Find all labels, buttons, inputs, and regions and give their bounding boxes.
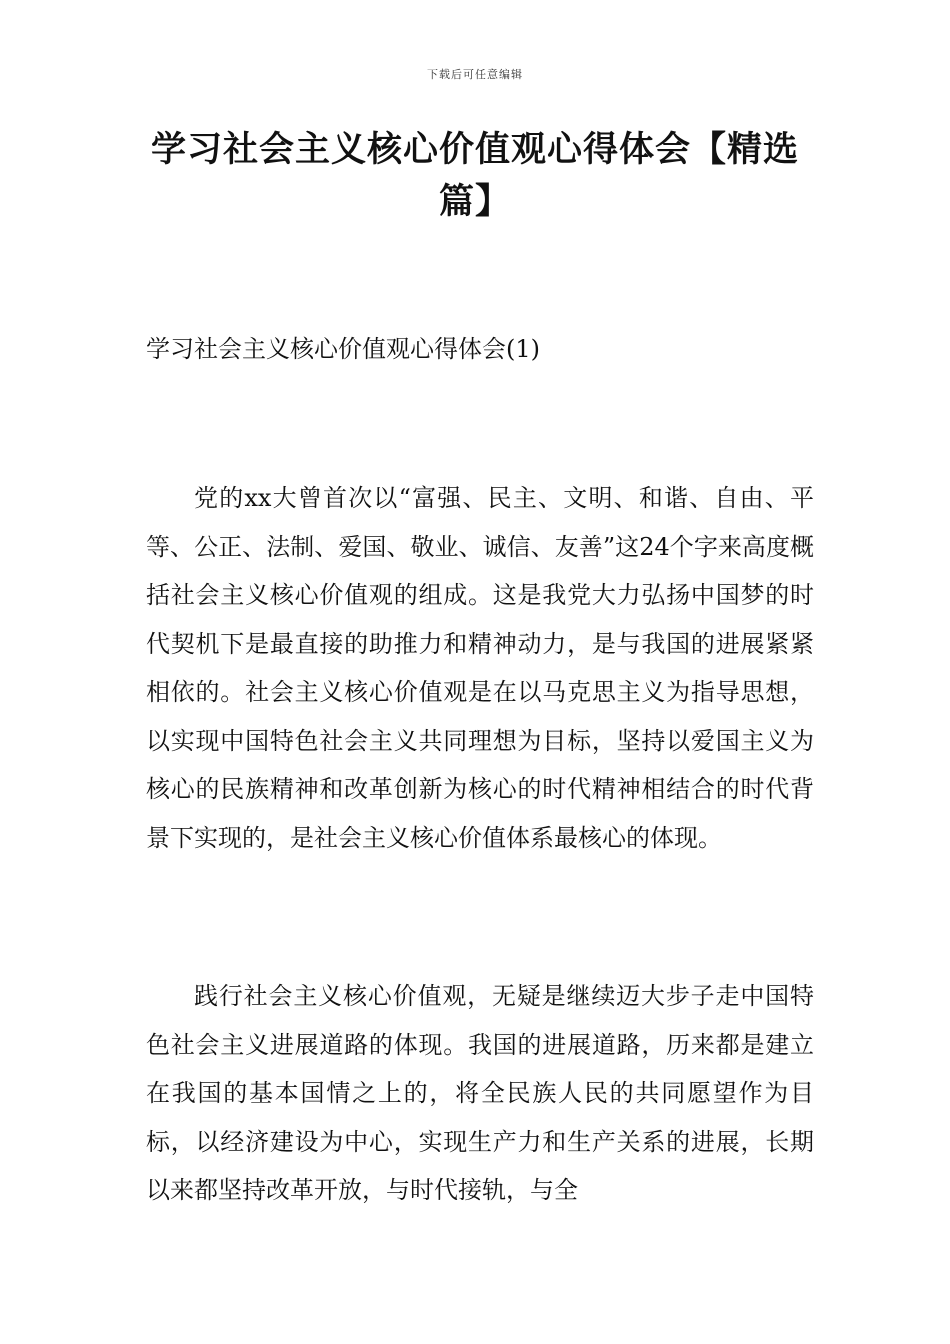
- header-note: 下载后可任意编辑: [427, 68, 523, 81]
- body-paragraph-1: 党的xx大曾首次以“富强、民主、文明、和谐、自由、平等、公正、法制、爱国、敬业、诚信、友善”这24个字来高度概括社会主义核心价值观的组成。这是我党大力弘扬中国梦的时代契机下是最直接的助推力和精神动力，是与我国的进展紧紧相依的。社会主义核心价值观是在以马克思主义为指导思想，以实现中国特色社会主义共同理想为目标，坚持以爱国主义为核心的民族精神和改革创新为核心的时代精神相结合的时代背景下实现的，是社会主义核心价值体系最核心的体现。: [146, 484, 814, 852]
- section-heading: 学习社会主义核心价值观心得体会(1): [146, 335, 540, 363]
- document-title: 学习社会主义核心价值观心得体会【精选篇】: [150, 130, 799, 222]
- body-paragraph-2: 践行社会主义核心价值观，无疑是继续迈大步子走中国特色社会主义进展道路的体现。我国的进展道路，历来都是建立在我国的基本国情之上的，将全民族人民的共同愿望作为目标，以经济建设为中心，实现生产力和生产关系的进展，长期以来都坚持改革开放，与时代接轨，与全: [146, 982, 814, 1204]
